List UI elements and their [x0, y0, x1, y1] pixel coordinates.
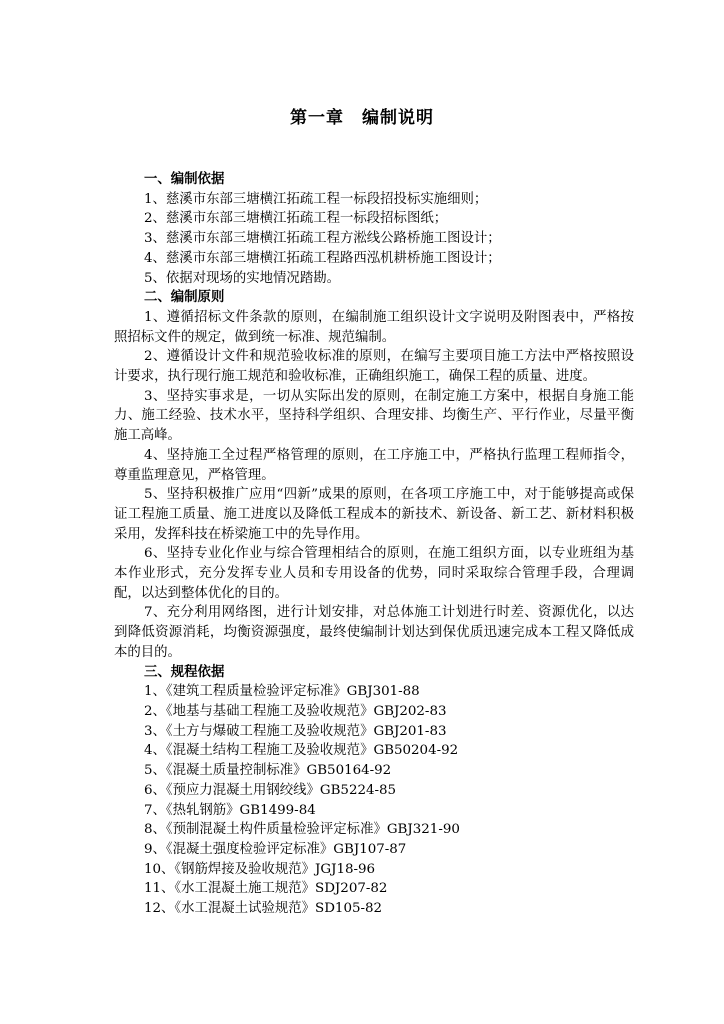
principle-paragraph: 2、遵循设计文件和规范验收标准的原则，在编写主要项目施工方法中严格按照设计要求，执行现行施工规范和验收标准，正确组织施工，确保工程的质量、进度。	[114, 349, 634, 385]
standard-item: 10、《钢筋焊接及验收规范》JGJ18-96	[144, 861, 376, 877]
principle-paragraph: 1、遵循招标文件条款的原则，在编制施工组织设计文字说明及附图表中，严格按照招标文件的规定，做到统一标准、规范编制。	[114, 309, 634, 345]
standard-item: 11、《水工混凝土施工规范》SDJ207-82	[144, 881, 388, 897]
document-body	[114, 170, 634, 919]
standard-item: 3、《土方与爆破工程施工及验收规范》GBJ201-83	[144, 723, 447, 739]
standard-item: 12、《水工混凝土试验规范》SD105-82	[144, 901, 383, 917]
standard-item: 1、《建筑工程质量检验评定标准》GBJ301-88	[144, 684, 420, 700]
principle-paragraph: 4、坚持施工全过程严格管理的原则，在工序施工中，严格执行监理工程师指令，尊重监理意见，严格管理。	[114, 447, 634, 483]
principle-paragraph: 3、坚持实事求是，一切从实际出发的原则，在制定施工方案中，根据自身施工能力、施工经验、技术水平，坚持科学组织、合理安排、均衡生产、平行作业，尽量平衡施工高峰。	[114, 388, 634, 444]
standard-item: 6、《预应力混凝土用钢绞线》GB5224-85	[144, 782, 397, 798]
basis-item: 1、慈溪市东部三塘横江拓疏工程一标段招投标实施细则；	[144, 191, 488, 207]
principle-paragraph: 5、坚持积极推广应用“四新”成果的原则，在各项工序施工中，对于能够提高或保证工程施工质量、施工进度以及降低工程成本的新技术、新设备、新工艺、新材料积极采用，发挥科技在桥梁施工中的先导作用。	[114, 487, 634, 542]
section-heading-standards: 三、规程依据	[144, 664, 225, 680]
standard-item: 7、《热轧钢筋》GB1499-84	[144, 802, 316, 818]
standard-item: 8、《预制混凝土构件质量检验评定标准》GBJ321-90	[144, 822, 460, 838]
principle-paragraph: 6、坚持专业化作业与综合管理相结合的原则，在施工组织方面，以专业班组为基本作业形式，充分发挥专业人员和专用设备的优势，同时采取综合管理手段，合理调配，以达到整体优化的目的。	[114, 546, 634, 601]
basis-item: 3、慈溪市东部三塘横江拓疏工程方淞线公路桥施工图设计；	[144, 231, 501, 247]
section-heading-basis: 一、编制依据	[144, 172, 225, 187]
principle-paragraph: 7、充分利用网络图，进行计划安排，对总体施工计划进行时差、资源优化，以达到降低资源消耗，均衡资源强度，最终使编制计划达到保优质迅速完成本工程又降低成本的目的。	[114, 605, 634, 660]
standard-item: 9、《混凝土强度检验评定标准》GBJ107-87	[144, 841, 407, 857]
section-heading-principles: 二、编制原则	[144, 290, 225, 306]
standard-item: 5、《混凝土质量控制标准》GB50164-92	[144, 763, 392, 779]
basis-item: 2、慈溪市东部三塘横江拓疏工程一标段招标图纸；	[144, 211, 448, 227]
chapter-title: 第一章 编制说明	[290, 108, 434, 128]
basis-item: 5、依据对现场的实地情况踏勘。	[144, 270, 340, 286]
standard-item: 4、《混凝土结构工程施工及验收规范》GB50204-92	[144, 743, 459, 759]
standard-item: 2、《地基与基础工程施工及验收规范》GBJ202-83	[144, 703, 447, 719]
basis-item: 4、慈溪市东部三塘横江拓疏工程路西泓机耕桥施工图设计；	[144, 250, 501, 266]
